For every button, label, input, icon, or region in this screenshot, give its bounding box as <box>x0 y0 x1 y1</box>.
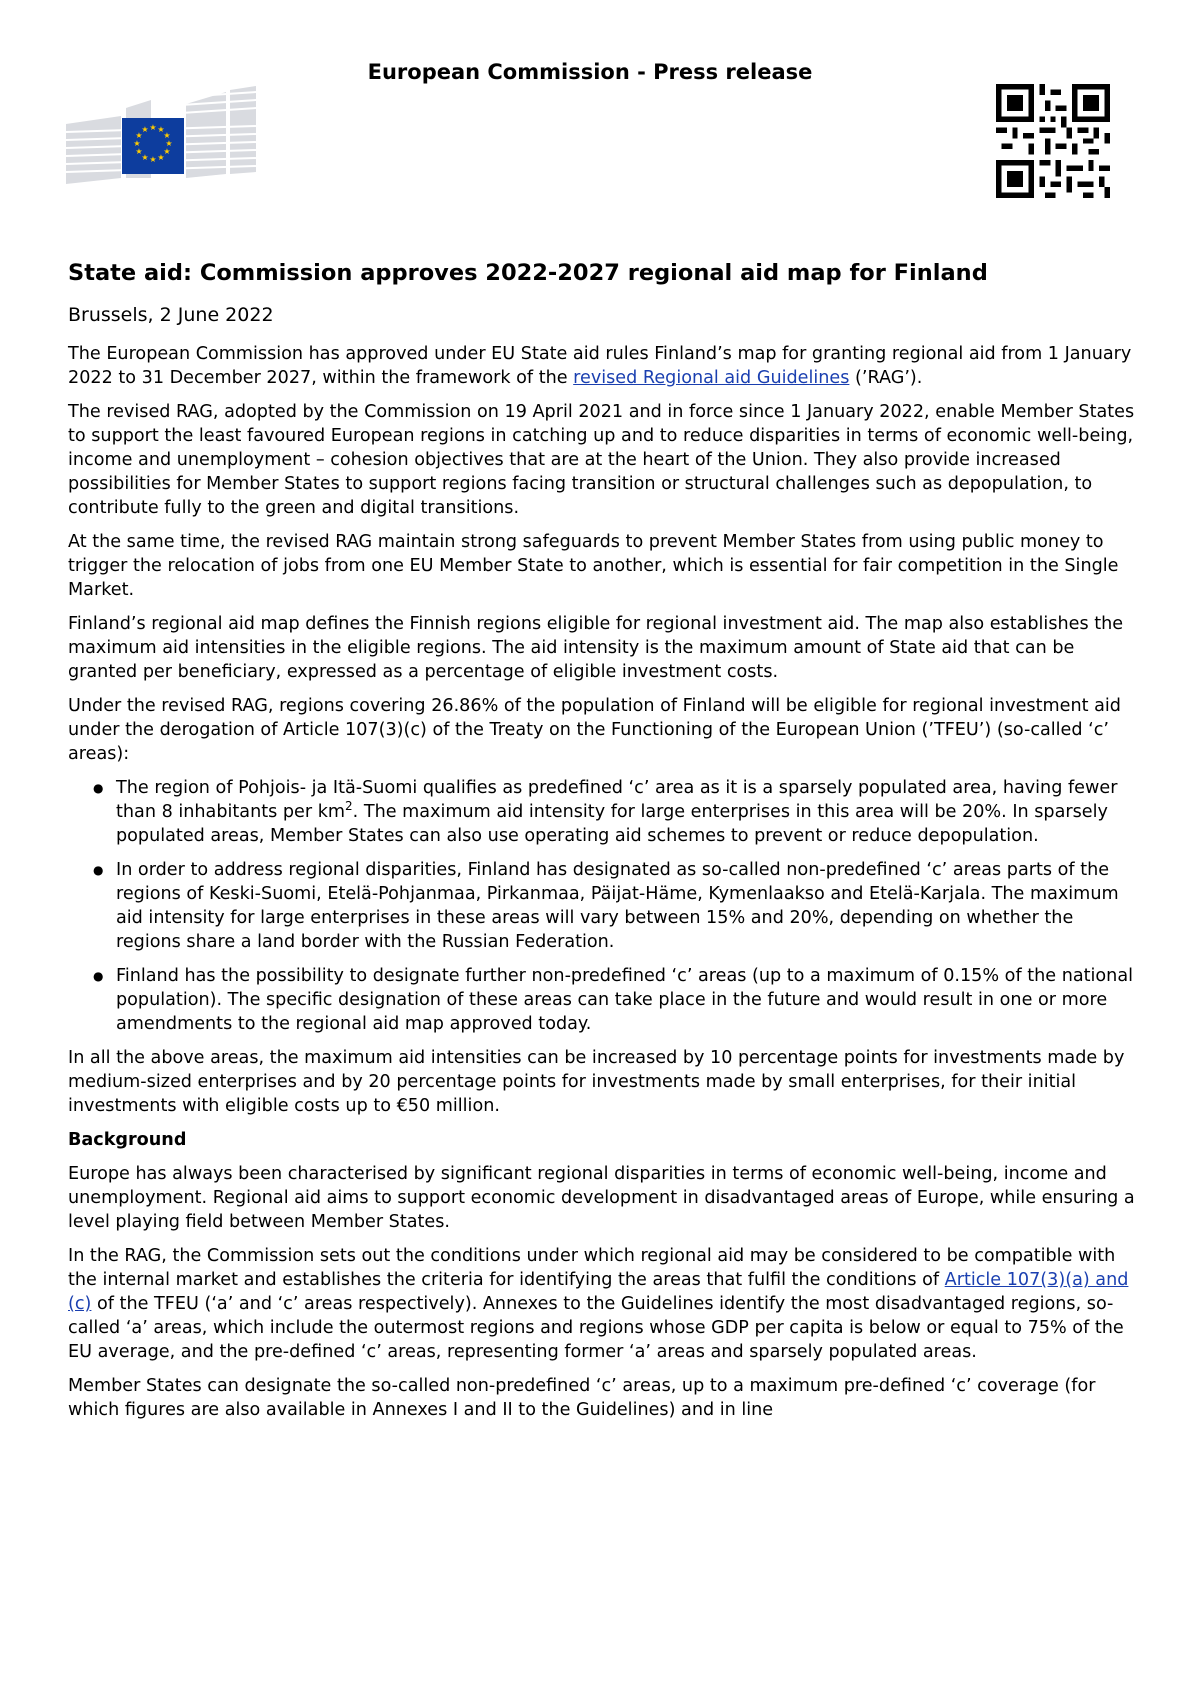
paragraph-aid-intensities: In all the above areas, the maximum aid intensities can be increased by 10 percentage points for investments made by medium-sized enterprises and by 20 percentage points for investments made by small enterprises, for their initial investments with eligible costs up to €50 million. <box>68 1048 1125 1116</box>
list-item <box>116 776 1138 848</box>
bullet-1-text-b: . The maximum aid intensity for large enterprises in this area will be 20%. In sparsely populated areas, Member States can also use operating aid schemes to prevent or reduce depopulation. <box>116 802 1108 846</box>
svg-text:★: ★ <box>157 153 165 162</box>
svg-text:★: ★ <box>163 147 171 156</box>
press-release-body <box>68 258 1138 1432</box>
svg-text:★: ★ <box>149 123 157 132</box>
paragraph-revised-rag: The revised RAG, adopted by the Commission on 19 April 2021 and in force since 1 January 2022, enable Member States to support the least favoured European regions in catching up and to reduce disparities in terms of economic well-being, income and unemployment – cohesion objectives that are at the heart of the Union. They also provide increased possibilities for Member States to support regions facing transition or structural challenges such as depopulation, to contribute fully to the green and digital transitions. <box>68 402 1135 518</box>
svg-text:★: ★ <box>165 139 173 148</box>
list-item: ● In order to address regional disparities, Finland has designated as so-called non-predefined ‘c’ areas parts of the regions of Keski-Suomi, Etelä-Pohjanmaa, Pirkanmaa, Päijat-Häme, Kymenlaakso and Etelä-Karjala. The maximum aid intensity for large enterprises in these areas will vary between 15% and 20%, depending on whether the regions share a land border with the Russian Federation. <box>116 858 1138 954</box>
revised-rag-link[interactable]: revised Regional aid Guidelines <box>573 368 850 388</box>
paragraph-background-2-text-b: of the TFEU (‘a’ and ‘c’ areas respectively). Annexes to the Guidelines identify the most disadvantaged regions, so-called ‘a’ areas, which include the outermost regions and regions whose GDP per capita is below or equal to 75% of the EU average, and the pre-defined ‘c’ areas, representing former ‘a’ areas and sparsely populated areas. <box>68 1294 1124 1362</box>
paragraph-intro <box>68 342 1138 390</box>
bullet-1-text-a: The region of Pohjois- ja Itä-Suomi qualifies as predefined ‘c’ area as it is a sparsely populated area, having fewer than 8 inhabitants per km <box>116 778 1118 822</box>
dateline: Brussels, 2 June 2022 <box>68 304 274 326</box>
eligible-areas-list <box>68 776 1138 1036</box>
paragraph-background-2-text-a: In the RAG, the Commission sets out the conditions under which regional aid may be considered to be compatible with the internal market and establishes the criteria for identifying the areas that fulfil the conditions of <box>68 1246 1116 1290</box>
paragraph-intro-text-a: The European Commission has approved under EU State aid rules Finland’s map for granting regional aid from 1 January 2022 to 31 December 2027, within the framework of the <box>68 344 1132 388</box>
list-item: ● Finland has the possibility to designate further non-predefined ‘c’ areas (up to a maximum of 0.15% of the national population). The specific designation of these areas can take place in the future and would result in one or more amendments to the regional aid map approved today. <box>116 964 1138 1036</box>
svg-text:★: ★ <box>163 131 171 140</box>
bullet-1-superscript: 2 <box>345 799 353 814</box>
paragraph-aid-map: Finland’s regional aid map defines the Finnish regions eligible for regional investment aid. The map also establishes the maximum aid intensities in the eligible regions. The aid intensity is the maximum amount of State aid that can be granted per beneficiary, expressed as a percentage of eligible investment costs. <box>68 614 1124 682</box>
paragraph-background-3: Member States can designate the so-called non-predefined ‘c’ areas, up to a maximum pre-defined ‘c’ coverage (for which figures are also available in Annexes I and II to the Guidelines) and in line <box>68 1376 1096 1420</box>
svg-text:★: ★ <box>133 139 141 148</box>
qr-code-icon <box>996 84 1110 198</box>
paragraph-safeguards: At the same time, the revised RAG maintain strong safeguards to prevent Member States from using public money to trigger the relocation of jobs from one EU Member State to another, which is essential for fair competition in the Single Market. <box>68 532 1119 600</box>
svg-text:★: ★ <box>135 131 143 140</box>
background-heading: Background <box>68 1130 187 1150</box>
svg-text:★: ★ <box>149 155 157 164</box>
paragraph-eligibility: Under the revised RAG, regions covering 26.86% of the population of Finland will be eligible for regional investment aid under the derogation of Article 107(3)(c) of the Treaty on the Functioning of the European Union (’TFEU’) (so-called ‘c’ areas): <box>68 696 1121 764</box>
european-commission-logo-icon <box>66 86 278 196</box>
svg-text:★: ★ <box>157 125 165 134</box>
svg-text:★: ★ <box>135 147 143 156</box>
paragraph-intro-text-b: (’RAG’). <box>849 368 923 388</box>
article-title: State aid: Commission approves 2022-2027 regional aid map for Finland <box>68 260 988 286</box>
paragraph-background-2 <box>68 1244 1138 1364</box>
press-release-header: European Commission - Press release <box>367 60 813 84</box>
paragraph-background-1: Europe has always been characterised by significant regional disparities in terms of economic well-being, income and unemployment. Regional aid aims to support economic development in disadvantaged areas of Europe, while ensuring a level playing field between Member States. <box>68 1164 1135 1232</box>
article-107-link[interactable]: Article 107(3)(a) and (c) <box>68 1270 1129 1314</box>
svg-text:★: ★ <box>141 125 149 134</box>
svg-text:★: ★ <box>141 153 149 162</box>
